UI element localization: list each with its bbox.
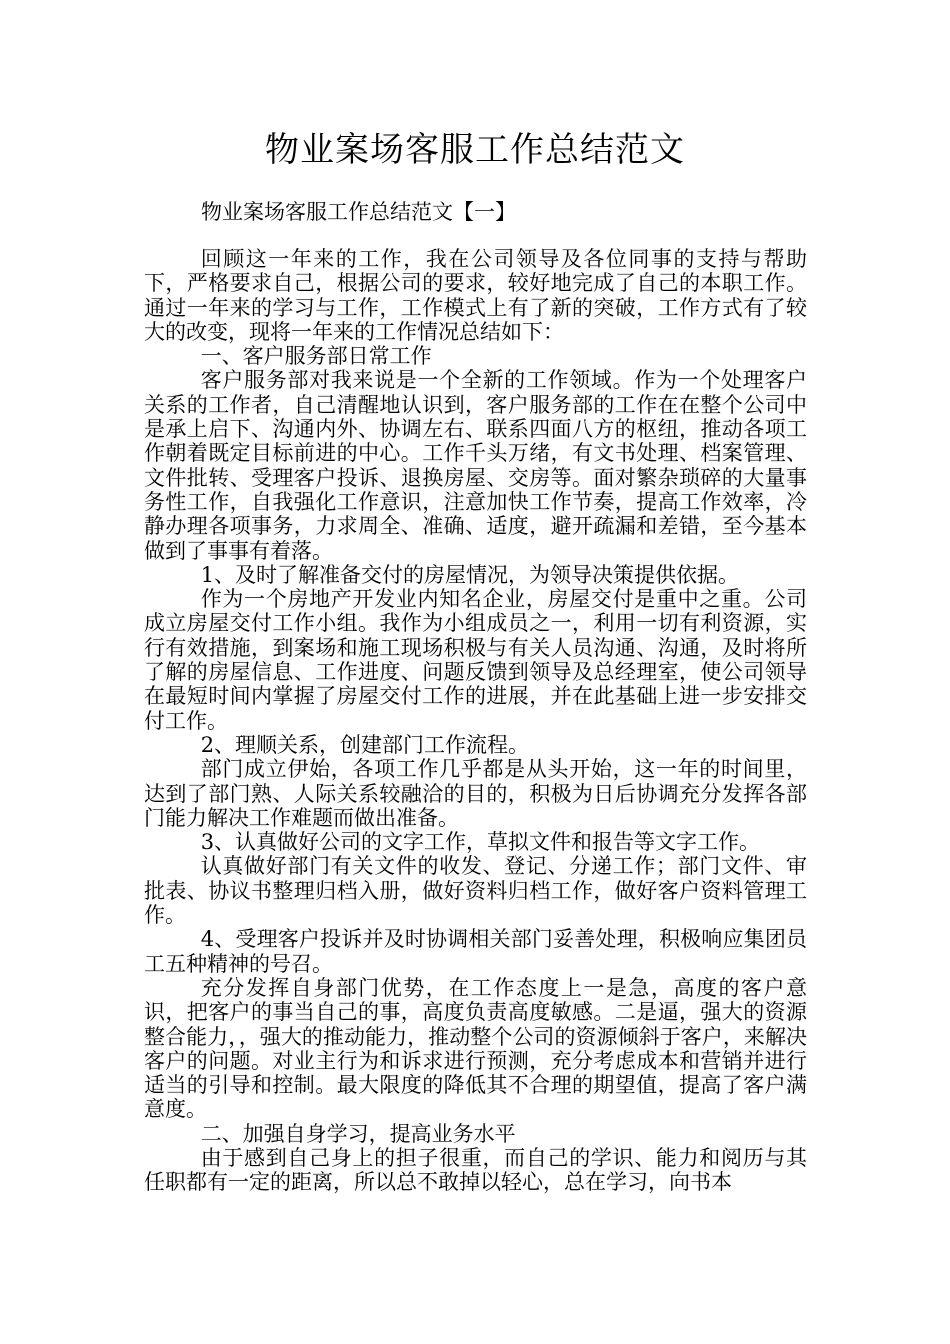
item-heading: 3、认真做好公司的文字工作，草拟文件和报告等文字工作。: [200, 830, 761, 855]
paragraph: 由于感到自己身上的担子很重，而自己的学识、能力和阅历与其任职都有一定的距离，所以总不敢掉以轻心，总在学习，向书本: [144, 1145, 807, 1195]
document-title: 物业案场客服工作总结范文: [265, 130, 685, 170]
item-heading: 4、受理客户投诉并及时协调相关部门妥善处理，积极响应集团员工五种精神的号召。: [144, 927, 807, 976]
document-body: [144, 247, 807, 1195]
paragraph: 充分发挥自身部门优势，在工作态度上一是急，高度的客户意识，把客户的事当自己的事，高度负责高度敏感。二是逼，强大的资源整合能力，，强大的推动能力，推动整个公司的资源倾斜于客户，来解决客户的问题。对业主行为和诉求进行预测，充分考虑成本和营销并进行适当的引导和控制。最大限度的降低其不合理的期望值，提高了客户满意度。: [144, 975, 807, 1122]
section-heading: 一、客户服务部日常工作: [200, 344, 432, 369]
paragraph: 部门成立伊始，各项工作几乎都是从头开始，这一年的时间里，达到了部门熟、人际关系较融洽的目的，积极为日后协调充分发挥各部门能力解决工作难题而做出准备。: [144, 757, 807, 830]
item-heading: 2、理顺关系，创建部门工作流程。: [200, 732, 530, 757]
item-heading: 1、及时了解准备交付的房屋情况，为领导决策提供依据。: [200, 562, 740, 587]
document-subtitle: 物业案场客服工作总结范文【一】: [201, 200, 516, 224]
paragraph: 客户服务部对我来说是一个全新的工作领域。作为一个处理客户关系的工作者，自己清醒地认识到，客户服务部的工作在在整个公司中是承上启下、沟通内外、协调左右、联系四面八方的枢纽，推动各项工作朝着既定目标前进的中心。工作千头万绪，有文书处理、档案管理、文件批转、受理客户投诉、退换房屋、交房等。面对繁杂琐碎的大量事务性工作，自我强化工作意识，注意加快工作节奏，提高工作效率，冷静办理各项事务，力求周全、准确、适度，避开疏漏和差错，至今基本做到了事事有着落。: [144, 368, 807, 563]
paragraph: 作为一个房地产开发业内知名企业，房屋交付是重中之重。公司成立房屋交付工作小组。我作为小组成员之一，利用一切有利资源，实行有效措施，到案场和施工现场积极与有关人员沟通、沟通，及时将所了解的房屋信息、工作进度、问题反馈到领导及总经理室，使公司领导在最短时间内掌握了房屋交付工作的进展，并在此基础上进一步安排交付工作。: [144, 587, 807, 733]
paragraph: 回顾这一年来的工作，我在公司领导及各位同事的支持与帮助下，严格要求自己，根据公司的要求，较好地完成了自己的本职工作。通过一年来的学习与工作，工作模式上有了新的突破，工作方式有了较大的改变，现将一年来的工作情况总结如下：: [144, 247, 807, 344]
paragraph: 认真做好部门有关文件的收发、登记、分递工作；部门文件、审批表、协议书整理归档入册，做好资料归档工作，做好客户资料管理工作。: [144, 854, 807, 928]
section-heading: 二、加强自身学习，提高业务水平: [200, 1121, 516, 1146]
